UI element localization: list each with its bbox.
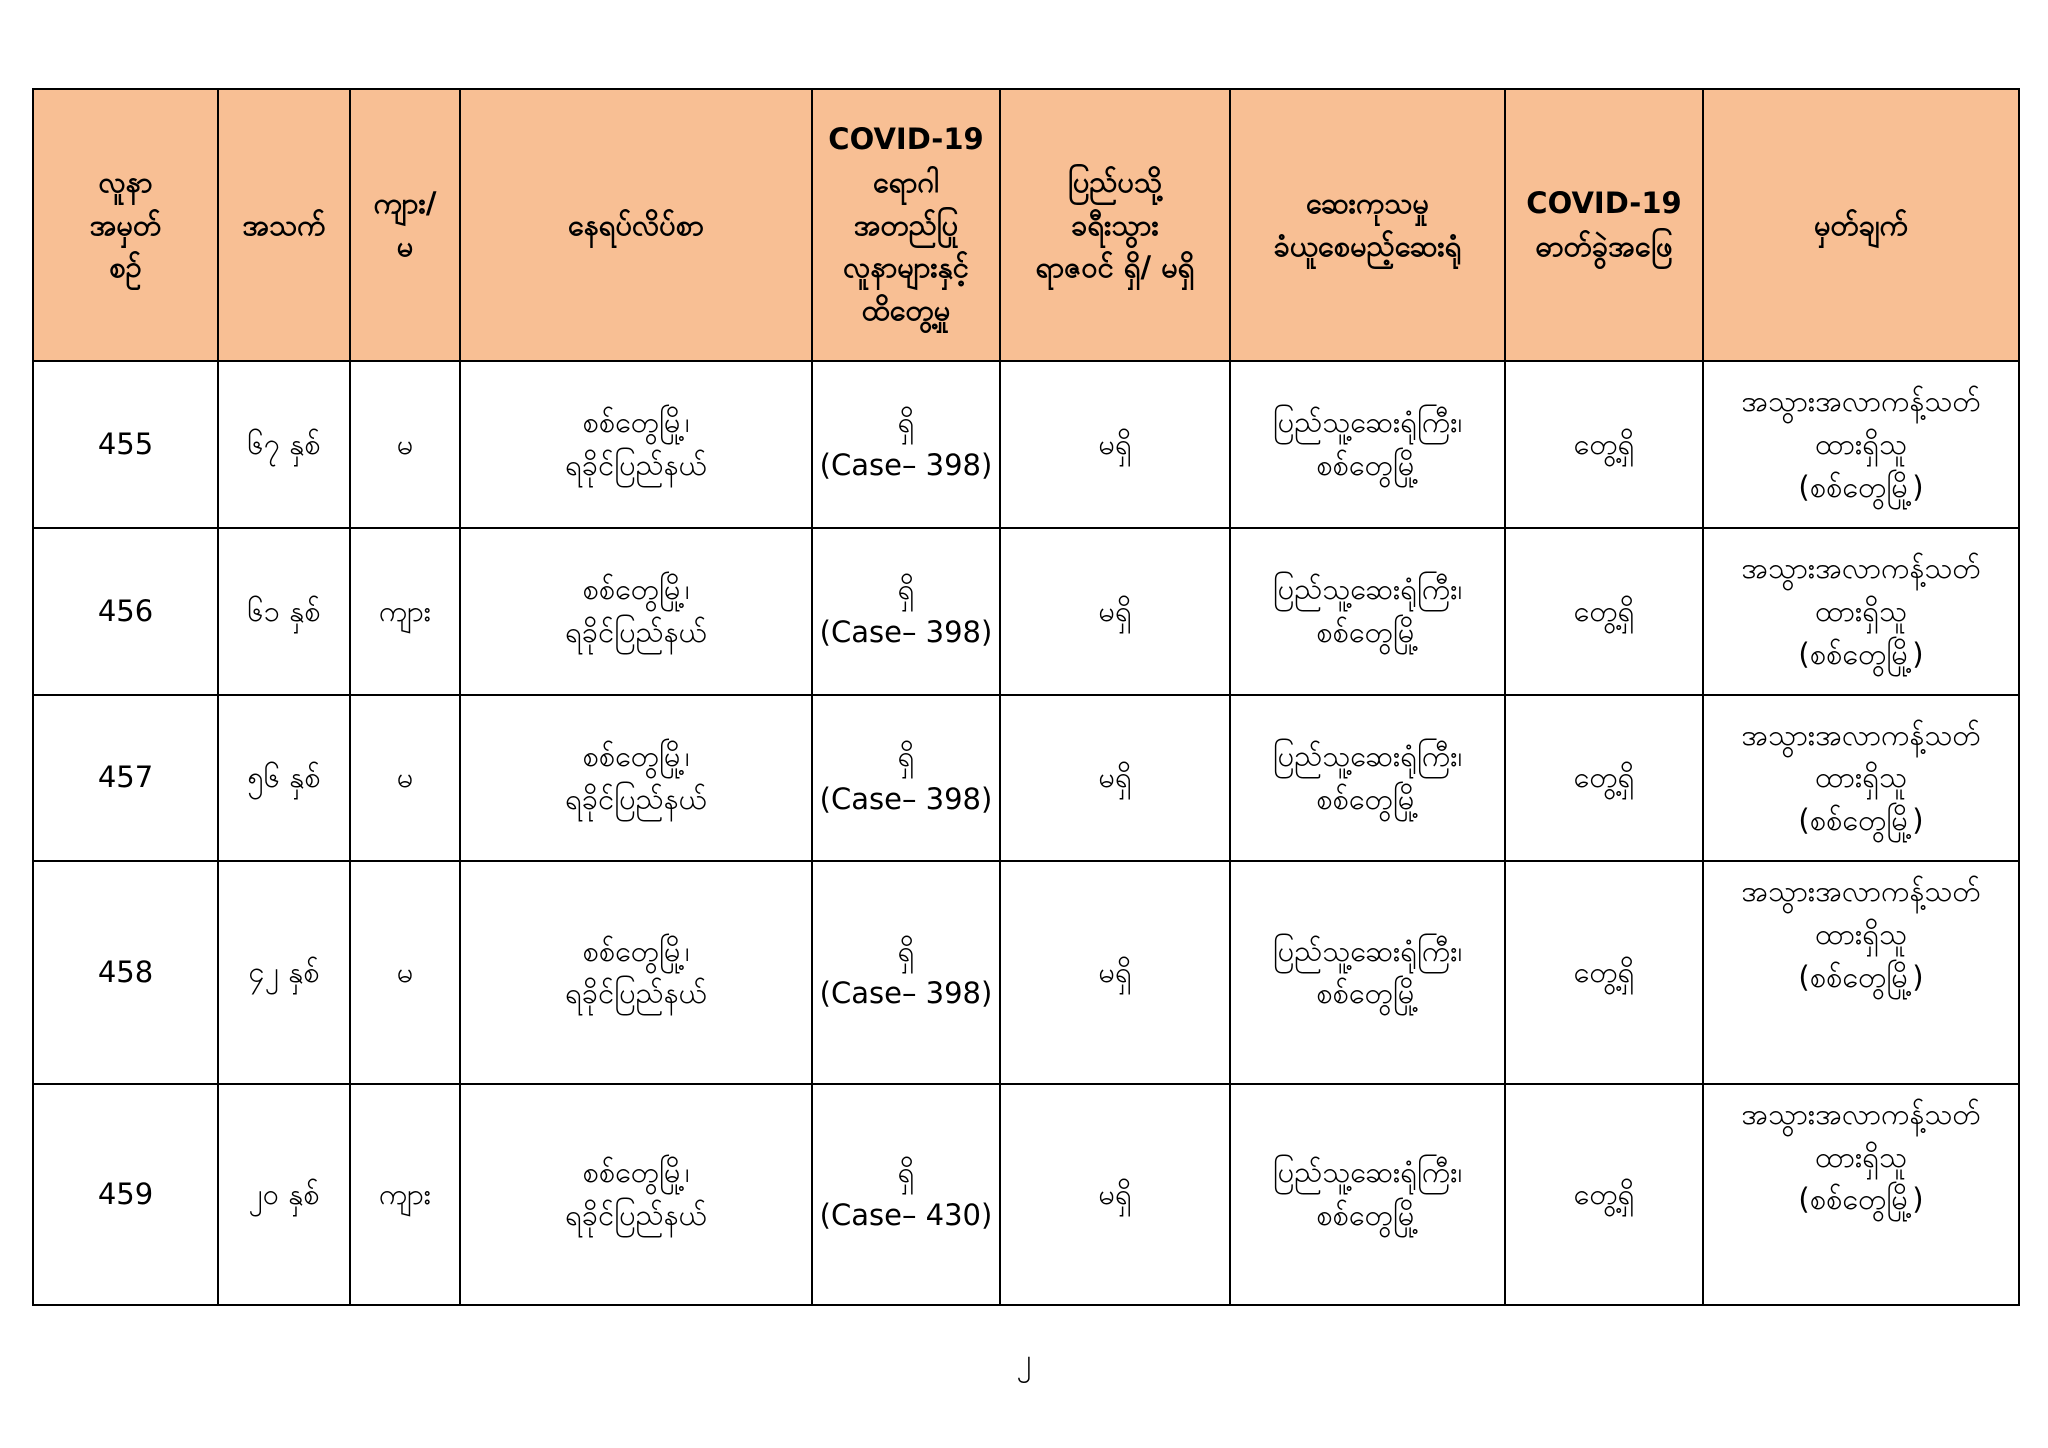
cell-travel: မရှိ <box>1000 1084 1230 1305</box>
cell-sex: မ <box>350 695 460 862</box>
cell-travel: မရှိ <box>1000 528 1230 695</box>
cell-result: တွေ့ရှိ <box>1505 695 1703 862</box>
cell-hospital: ပြည်သူ့ဆေးရုံကြီး၊ စစ်တွေမြို့ <box>1230 361 1505 528</box>
cell-age: ၂၀ နှစ် <box>218 1084 350 1305</box>
cell-contact: ရှိ (Case– 430) <box>812 1084 1000 1305</box>
cell-patient-no: 458 <box>33 861 218 1083</box>
header-contact: COVID-19 ရောဂါ အတည်ပြု လူနာများနှင့် ထိတွေ့မှု <box>812 89 1000 361</box>
header-sex: ကျား/ မ <box>350 89 460 361</box>
cell-remark: အသွားအလာကန့်သတ် ထားရှိသူ (စစ်တွေမြို့) <box>1703 1084 2019 1305</box>
header-result: COVID-19 ဓာတ်ခွဲအဖြေ <box>1505 89 1703 361</box>
cell-sex: မ <box>350 861 460 1083</box>
cell-address: စစ်တွေမြို့၊ ရခိုင်ပြည်နယ် <box>460 1084 812 1305</box>
header-hospital: ဆေးကုသမှု ခံယူစေမည့်ဆေးရုံ <box>1230 89 1505 361</box>
cell-address: စစ်တွေမြို့၊ ရခိုင်ပြည်နယ် <box>460 695 812 862</box>
cell-result: တွေ့ရှိ <box>1505 528 1703 695</box>
cell-hospital: ပြည်သူ့ဆေးရုံကြီး၊ စစ်တွေမြို့ <box>1230 528 1505 695</box>
cell-remark: အသွားအလာကန့်သတ် ထားရှိသူ (စစ်တွေမြို့) <box>1703 361 2019 528</box>
table-row <box>33 695 2019 862</box>
cell-contact: ရှိ (Case– 398) <box>812 361 1000 528</box>
cell-patient-no: 459 <box>33 1084 218 1305</box>
cell-address: စစ်တွေမြို့၊ ရခိုင်ပြည်နယ် <box>460 361 812 528</box>
patient-table <box>32 88 2020 1306</box>
cell-age: ၅၆ နှစ် <box>218 695 350 862</box>
cell-result: တွေ့ရှိ <box>1505 1084 1703 1305</box>
cell-age: ၆၁ နှစ် <box>218 528 350 695</box>
cell-sex: ကျား <box>350 528 460 695</box>
cell-hospital: ပြည်သူ့ဆေးရုံကြီး၊ စစ်တွေမြို့ <box>1230 861 1505 1083</box>
table-row <box>33 361 2019 528</box>
header-travel: ပြည်ပသို့ ခရီးသွား ရာဇဝင် ရှိ/ မရှိ <box>1000 89 1230 361</box>
header-address: နေရပ်လိပ်စာ <box>460 89 812 361</box>
cell-travel: မရှိ <box>1000 861 1230 1083</box>
cell-age: ၆၇ နှစ် <box>218 361 350 528</box>
header-remark: မှတ်ချက် <box>1703 89 2019 361</box>
cell-age: ၄၂ နှစ် <box>218 861 350 1083</box>
cell-patient-no: 456 <box>33 528 218 695</box>
table-row <box>33 861 2019 1083</box>
header-patient-no: လူနာ အမှတ် စဉ် <box>33 89 218 361</box>
cell-patient-no: 455 <box>33 361 218 528</box>
cell-travel: မရှိ <box>1000 361 1230 528</box>
cell-remark: အသွားအလာကန့်သတ် ထားရှိသူ (စစ်တွေမြို့) <box>1703 861 2019 1083</box>
cell-remark: အသွားအလာကန့်သတ် ထားရှိသူ (စစ်တွေမြို့) <box>1703 528 2019 695</box>
cell-address: စစ်တွေမြို့၊ ရခိုင်ပြည်နယ် <box>460 861 812 1083</box>
table-row <box>33 528 2019 695</box>
cell-sex: မ <box>350 361 460 528</box>
cell-contact: ရှိ (Case– 398) <box>812 695 1000 862</box>
header-age: အသက် <box>218 89 350 361</box>
cell-address: စစ်တွေမြို့၊ ရခိုင်ပြည်နယ် <box>460 528 812 695</box>
table-header-row <box>33 89 2019 361</box>
cell-hospital: ပြည်သူ့ဆေးရုံကြီး၊ စစ်တွေမြို့ <box>1230 695 1505 862</box>
page-number: ၂ <box>1016 1343 1032 1378</box>
cell-remark: အသွားအလာကန့်သတ် ထားရှိသူ (စစ်တွေမြို့) <box>1703 695 2019 862</box>
cell-patient-no: 457 <box>33 695 218 862</box>
cell-contact: ရှိ (Case– 398) <box>812 861 1000 1083</box>
cell-hospital: ပြည်သူ့ဆေးရုံကြီး၊ စစ်တွေမြို့ <box>1230 1084 1505 1305</box>
cell-contact: ရှိ (Case– 398) <box>812 528 1000 695</box>
cell-travel: မရှိ <box>1000 695 1230 862</box>
cell-result: တွေ့ရှိ <box>1505 361 1703 528</box>
cell-sex: ကျား <box>350 1084 460 1305</box>
table-row <box>33 1084 2019 1305</box>
cell-result: တွေ့ရှိ <box>1505 861 1703 1083</box>
